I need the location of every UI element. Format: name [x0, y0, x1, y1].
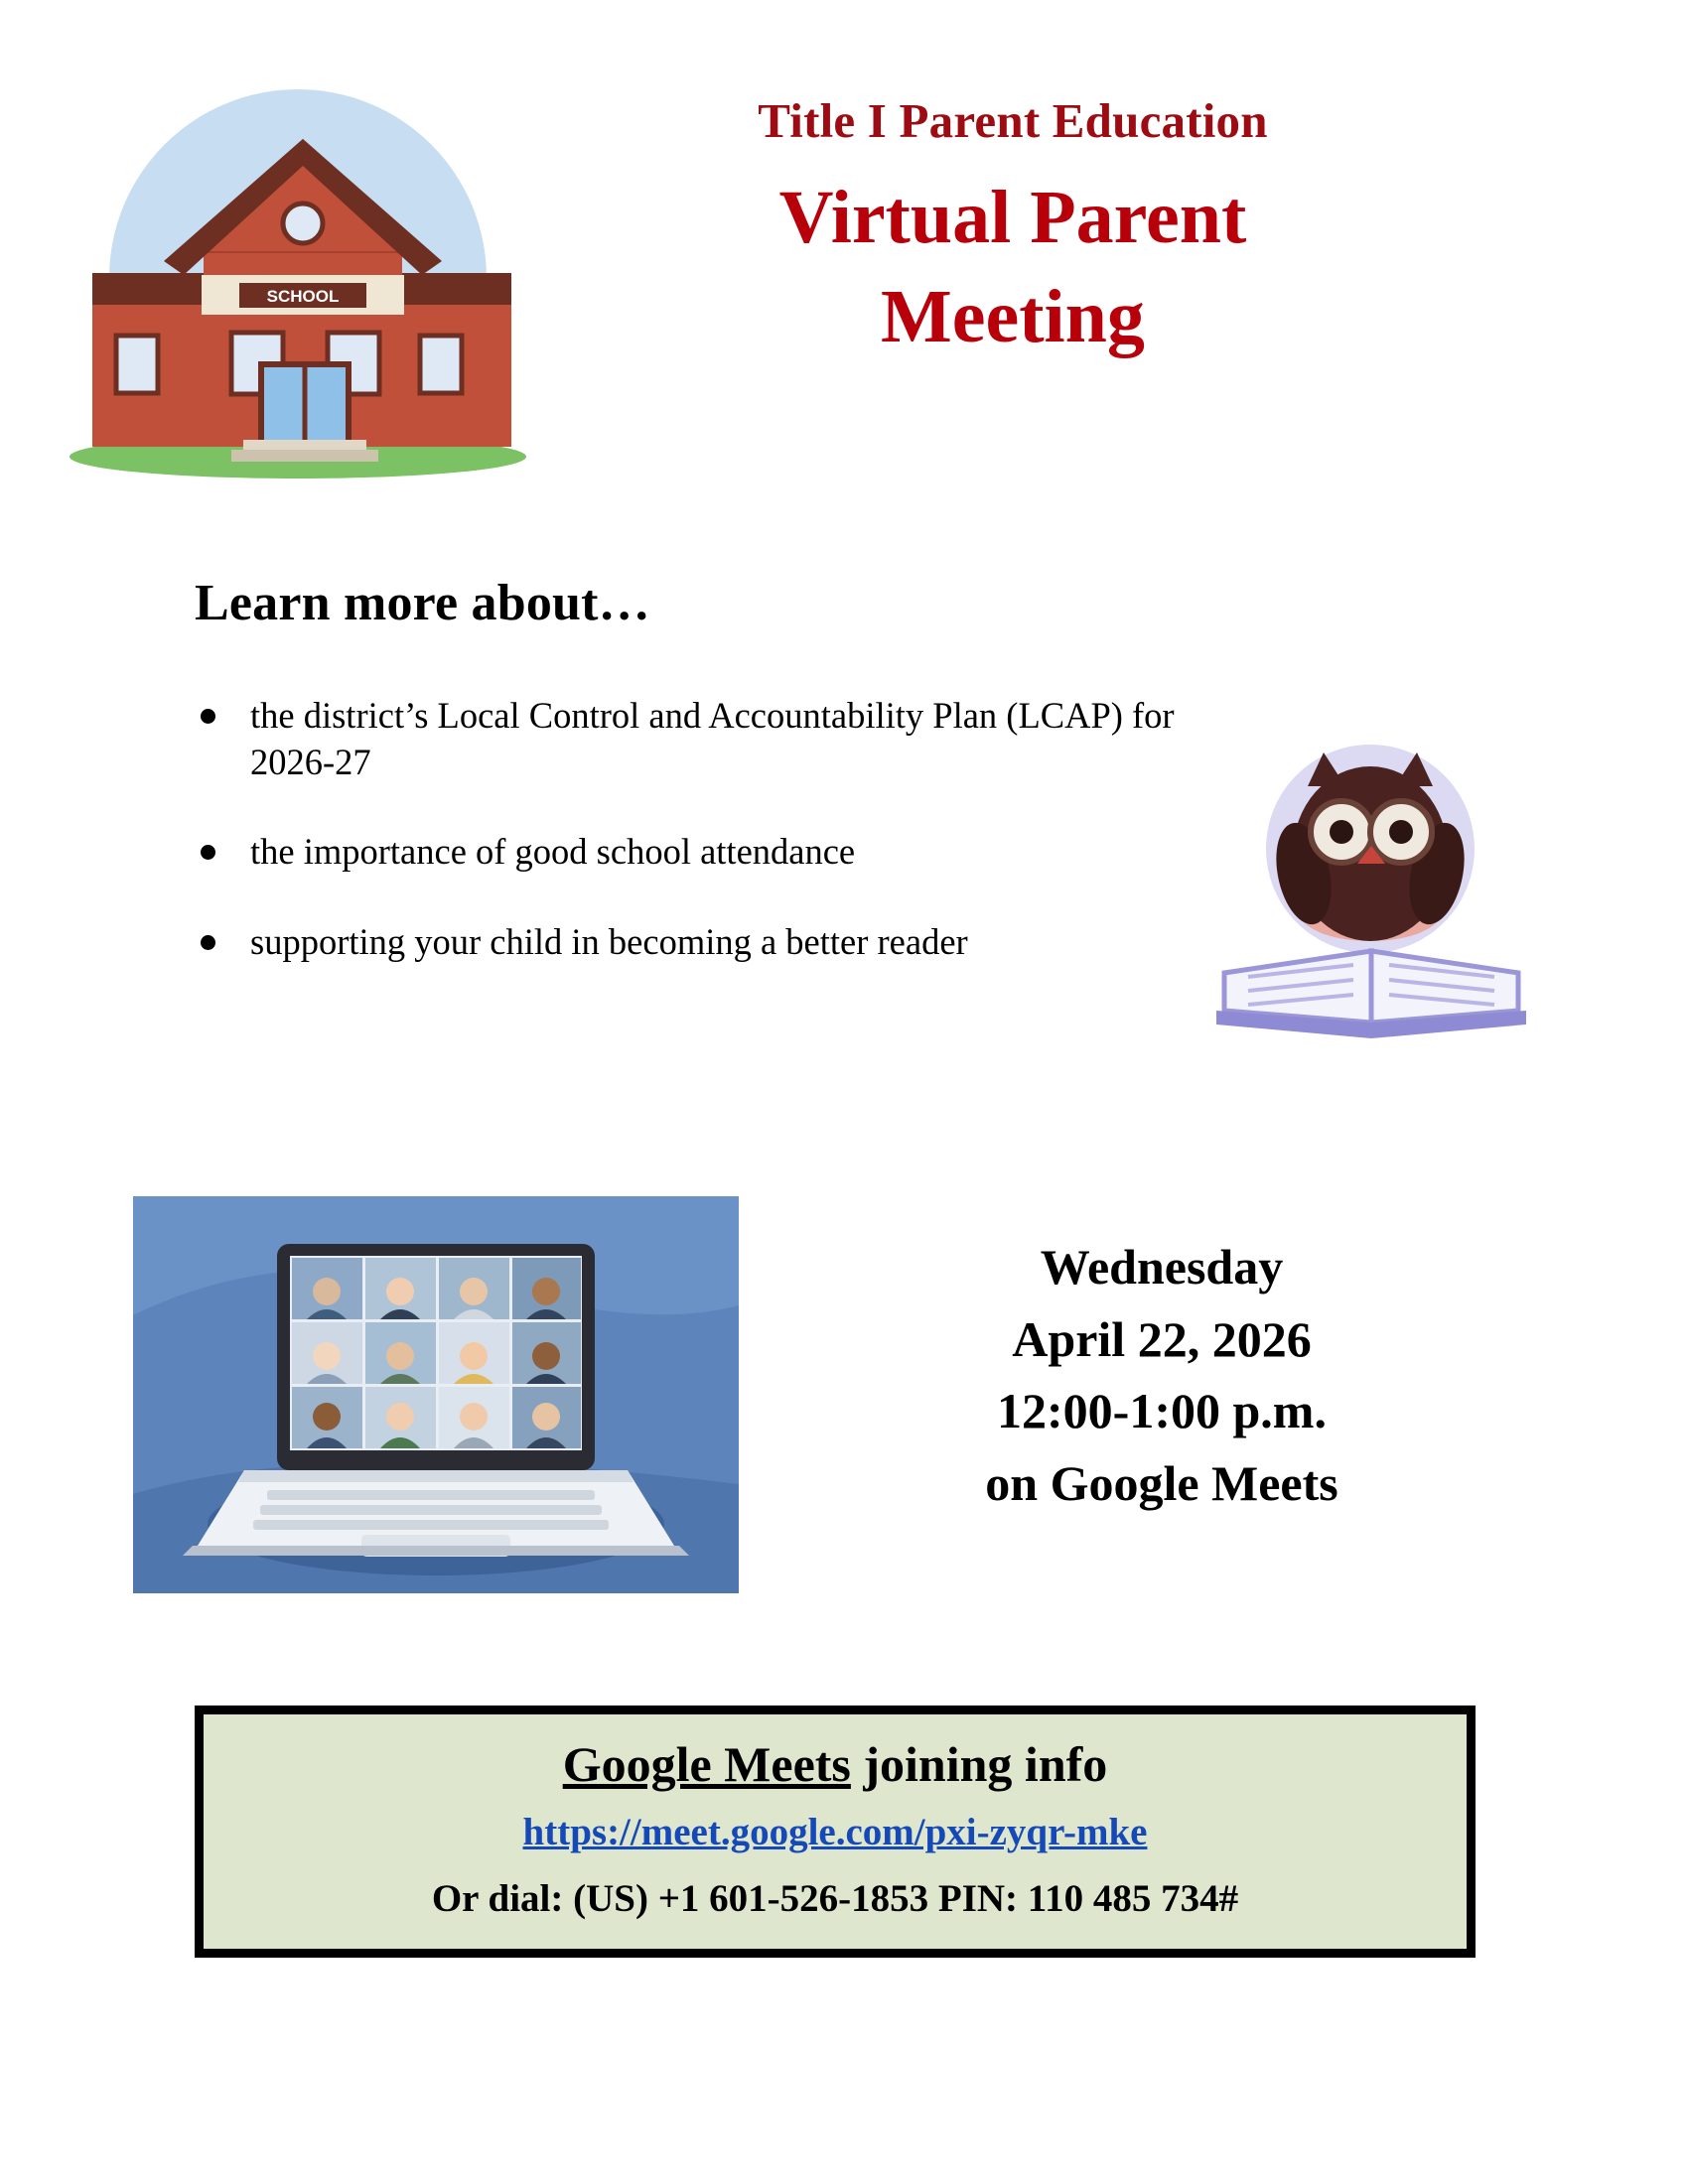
school-sign-text: SCHOOL	[266, 287, 340, 306]
bullet-dot-icon	[201, 845, 215, 860]
list-item	[195, 829, 1217, 876]
bullet-dot-icon	[201, 935, 215, 950]
page-title	[616, 168, 1410, 367]
meeting-platform: on Google Meets	[985, 1454, 1338, 1511]
list-item	[195, 919, 1217, 966]
meeting-time: 12:00-1:00 p.m.	[997, 1383, 1327, 1438]
joining-info-title-underlined: Google Meets	[562, 1736, 851, 1792]
learn-more-list	[195, 693, 1217, 1010]
school-building-illustration	[45, 84, 611, 501]
joining-info-box	[195, 1706, 1476, 1958]
virtual-meeting-laptop-illustration	[133, 1196, 739, 1593]
joining-info-title-rest: joining info	[850, 1736, 1108, 1792]
list-item-label: the importance of good school attendance	[250, 831, 856, 873]
meeting-day: Wednesday	[1040, 1239, 1284, 1295]
dial-in-info: Or dial: (US) +1 601-526-1853 PIN: 110 485 734#	[431, 1877, 1239, 1920]
list-item-label: supporting your child in becoming a better reader	[250, 921, 968, 963]
meeting-date: April 22, 2026	[1012, 1310, 1312, 1367]
page-title-line1: Virtual Parent	[778, 175, 1247, 259]
list-item	[195, 693, 1217, 785]
eyebrow-title: Title I Parent Education	[758, 93, 1268, 148]
title-block	[616, 94, 1410, 367]
meeting-datetime-block	[824, 1231, 1499, 1519]
header	[0, 60, 1688, 477]
list-item-label: the district’s Local Control and Accountability Plan (LCAP) for 2026-27	[250, 695, 1175, 782]
bullet-dot-icon	[201, 709, 215, 724]
learn-more-heading: Learn more about…	[195, 575, 650, 631]
page-title-line2: Meeting	[881, 275, 1145, 359]
meeting-link[interactable]: https://meet.google.com/pxi-zyqr-mke	[522, 1811, 1148, 1853]
joining-info-title	[213, 1734, 1457, 1794]
owl-reading-illustration	[1196, 725, 1554, 1042]
